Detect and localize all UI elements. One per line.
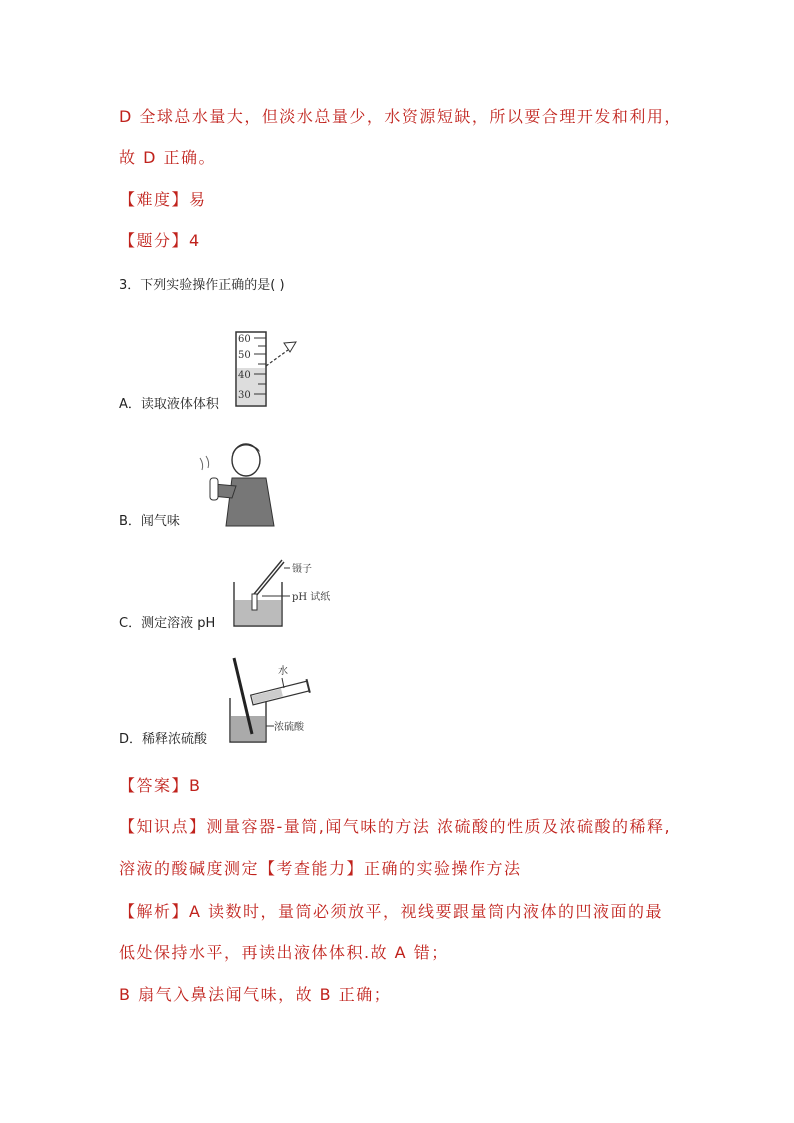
- figure-ph-test: [230, 556, 340, 632]
- ph-paper-icon: [252, 594, 257, 610]
- option-b-label: B．闻气味: [119, 514, 180, 529]
- knowledge-line-2: 溶液的酸碱度测定【考查能力】正确的实验操作方法: [119, 859, 522, 878]
- pouring-cylinder-icon: [250, 679, 310, 707]
- sight-line: [266, 350, 288, 366]
- answer-line: 【答案】B: [119, 776, 202, 795]
- tick-label-60: 60: [238, 334, 251, 345]
- eye-icon: [284, 342, 296, 352]
- tweezers-label: 镊子: [292, 564, 312, 575]
- score-line: 【题分】4: [119, 231, 201, 250]
- beaker-liquid: [235, 600, 281, 625]
- text-line-option-d-explanation: D 全球总水量大，但淡水总量少，水资源短缺，所以要合理开发和利用，: [119, 107, 682, 126]
- question-text: 3．下列实验操作正确的是( ): [119, 278, 285, 293]
- tweezers-icon: [254, 560, 282, 594]
- tick-label-50: 50: [238, 350, 251, 361]
- analysis-line-3: B 扇气入鼻法闻气味，故 B 正确；: [119, 985, 392, 1004]
- analysis-line-2: 低处保持水平，再读出液体体积.故 A 错；: [119, 943, 449, 962]
- figure-diluting-acid: [226, 656, 326, 746]
- tick-label-30: 30: [238, 390, 251, 401]
- fume-icon: [200, 458, 203, 470]
- figure-person-smelling: [196, 438, 282, 528]
- knowledge-line-1: 【知识点】测量容器-量筒,闻气味的方法 浓硫酸的性质及浓硫酸的稀释,: [119, 817, 672, 836]
- acid-label: 浓硫酸: [274, 722, 304, 733]
- tick-label-40: 40: [238, 370, 251, 381]
- body-icon: [226, 478, 274, 526]
- option-a-label: A．读取液体体积: [119, 397, 219, 412]
- figure-graduated-cylinder: [226, 330, 306, 410]
- ph-paper-label: pH 试纸: [292, 592, 331, 603]
- option-c-label: C．测定溶液 pH: [119, 616, 216, 631]
- analysis-line-1: 【解析】A 读数时，量筒必须放平，视线要跟量筒内液体的凹液面的最: [119, 902, 664, 921]
- water-label: 水: [278, 666, 288, 677]
- bottle-icon: [210, 478, 218, 500]
- difficulty-line: 【难度】易: [119, 190, 207, 209]
- text-line-d-correct: 故 D 正确。: [119, 148, 216, 167]
- option-d-label: D．稀释浓硫酸: [119, 732, 208, 747]
